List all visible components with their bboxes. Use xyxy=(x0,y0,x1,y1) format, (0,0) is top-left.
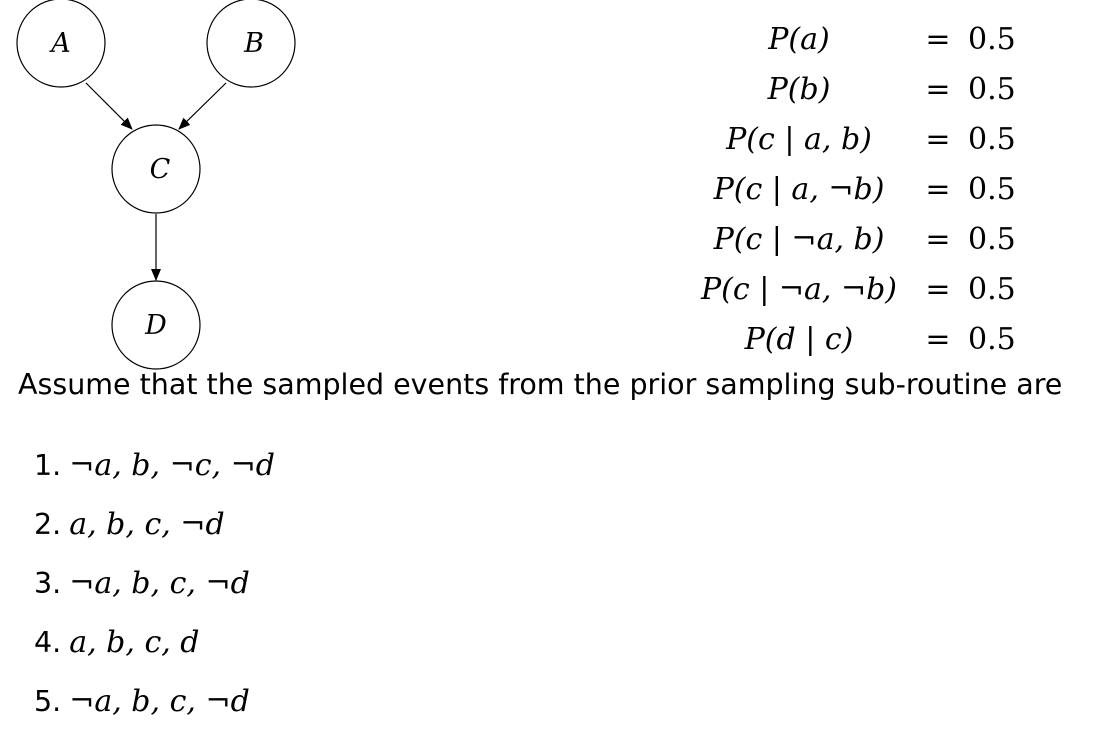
prob-row-c-given-a-not-b xyxy=(690,164,1030,214)
sample-value: ¬a, b, ¬c, ¬d xyxy=(69,448,275,483)
sample-number: 1. xyxy=(34,449,62,482)
prob-row-c-given-a-b xyxy=(690,114,1030,164)
prob-equals: = xyxy=(925,121,951,157)
sample-item xyxy=(34,495,275,554)
sample-number: 5. xyxy=(34,685,62,718)
prob-equals: = xyxy=(925,21,951,57)
prob-value: 0.5 xyxy=(968,321,1016,357)
prob-equals: = xyxy=(925,321,951,357)
prob-value: 0.5 xyxy=(968,121,1016,157)
prob-value: 0.5 xyxy=(968,71,1016,107)
prob-equals: = xyxy=(925,171,951,207)
node-b-label: B xyxy=(244,28,264,59)
prob-equals: = xyxy=(925,71,951,107)
sample-item xyxy=(34,613,275,672)
sample-list xyxy=(34,436,275,731)
node-c-label: C xyxy=(149,154,171,185)
prob-expr: P(b) xyxy=(767,71,831,107)
sample-item xyxy=(34,554,275,613)
prob-expr: P(c | ¬a, b) xyxy=(713,221,885,257)
bayes-net-graph xyxy=(0,0,320,372)
prob-expr: P(c | ¬a, ¬b) xyxy=(700,271,897,307)
prob-value: 0.5 xyxy=(968,171,1016,207)
node-d-label: D xyxy=(145,310,167,341)
prob-row-c-given-not-a-not-b xyxy=(690,264,1030,314)
sample-number: 4. xyxy=(34,626,62,659)
prob-expr: P(d | c) xyxy=(744,321,854,357)
sample-value: a, b, c, ¬d xyxy=(69,507,225,542)
prob-expr: P(c | a, ¬b) xyxy=(713,171,885,207)
sample-item xyxy=(34,436,275,495)
prob-expr: P(c | a, b) xyxy=(726,121,872,157)
prob-row-b xyxy=(690,64,1030,114)
sample-number: 2. xyxy=(34,508,62,541)
sample-number: 3. xyxy=(34,567,62,600)
sample-value: ¬a, b, c, ¬d xyxy=(69,566,250,601)
prob-equals: = xyxy=(925,271,951,307)
sample-item xyxy=(34,672,275,731)
prob-row-d-given-c xyxy=(690,314,1030,364)
prob-expr: P(a) xyxy=(768,21,830,57)
sample-value: ¬a, b, c, ¬d xyxy=(69,684,250,719)
prob-row-a xyxy=(690,14,1030,64)
prob-value: 0.5 xyxy=(968,21,1016,57)
edge-b-c xyxy=(179,83,226,129)
prob-equals: = xyxy=(925,221,951,257)
sample-value: a, b, c, d xyxy=(69,625,200,660)
edge-a-c xyxy=(86,83,132,129)
intro-text: Assume that the sampled events from the prior sampling sub-routine are xyxy=(18,368,1063,401)
prob-value: 0.5 xyxy=(968,271,1016,307)
probability-table xyxy=(690,14,1030,364)
prob-row-c-given-not-a-b xyxy=(690,214,1030,264)
node-a-label: A xyxy=(51,28,71,59)
prob-value: 0.5 xyxy=(968,221,1016,257)
